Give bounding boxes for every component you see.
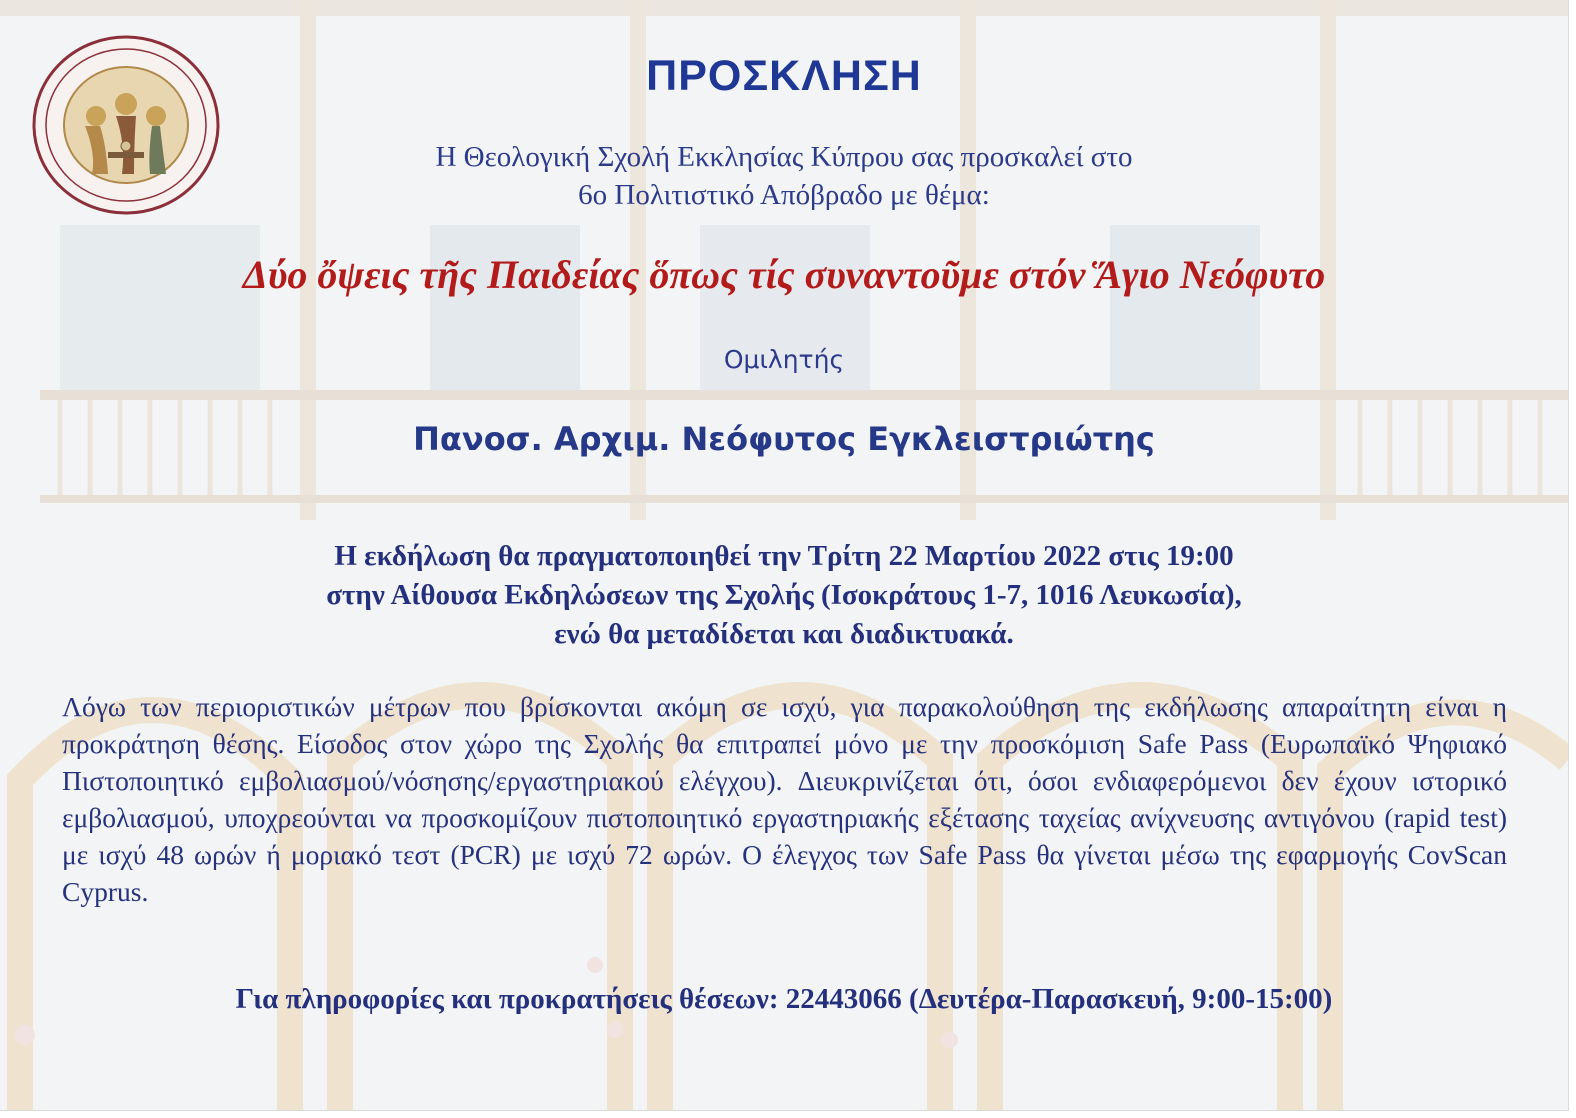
lecture-topic: Δύο ὄψεις τῆς Παιδείας ὅπως τίς συναντοῦμε στόν Ἅγιο Νεόφυτο xyxy=(242,252,1326,297)
intro-line-2: 6ο Πολιτιστικό Απόβραδο με θέμα: xyxy=(578,179,990,211)
speaker-label: Ομιλητής xyxy=(723,345,845,374)
covid-notice-paragraph: Λόγω των περιοριστικών μέτρων που βρίσκονται ακόμη σε ισχύ, για παρακολούθηση της εκδήλωσης απαραίτητη είναι η προκράτηση θέσης. Είσοδος στον χώρο της Σχολής θα επιτραπεί μόνο με την προσκόμιση Safe Pass (Ευρωπαϊκό Ψηφιακό Πιστοποιητικό εμβολιασμού/νόσησης/εργαστηριακού ελέγχου). Διευκρινίζεται ότι, όσοι ενδιαφερόμενοι δεν έχουν ιστορικό εμβολιασμού, υποχρεούνται να προσκομίζουν πιστοποιητικό εργαστηριακής εξέτασης ταχείας ανίχνευσης αντιγόνου (rapid test) με ισχύ 48 ωρών ή μοριακό τεστ (PCR) με ισχύ 72 ωρών. Ο έλεγχος των Safe Pass θα γίνεται μέσω της εφαρμογής CovScan Cyprus. xyxy=(62,691,1507,907)
event-details xyxy=(0,537,1568,654)
intro-text xyxy=(0,138,1568,214)
speaker-name: Πανοσ. Αρχιμ. Νεόφυτος Εγκλειστριώτης xyxy=(413,420,1155,458)
event-line-2: στην Αίθουσα Εκδηλώσεων της Σχολής (Ισοκράτους 1-7, 1016 Λευκωσία), xyxy=(326,579,1242,611)
event-line-1: Η εκδήλωση θα πραγματοποιηθεί την Τρίτη 22 Μαρτίου 2022 στις 19:00 xyxy=(334,540,1234,572)
intro-line-1: Η Θεολογική Σχολή Εκκλησίας Κύπρου σας προσκαλεί στο xyxy=(435,141,1133,173)
contact-info: Για πληροφορίες και προκρατήσεις θέσεων: 22443066 (Δευτέρα-Παρασκευή, 9:00-15:00) xyxy=(235,983,1333,1015)
event-line-3: ενώ θα μεταδίδεται και διαδικτυακά. xyxy=(554,618,1014,650)
invitation-title: ΠΡΟΣΚΛΗΣΗ xyxy=(646,52,922,100)
